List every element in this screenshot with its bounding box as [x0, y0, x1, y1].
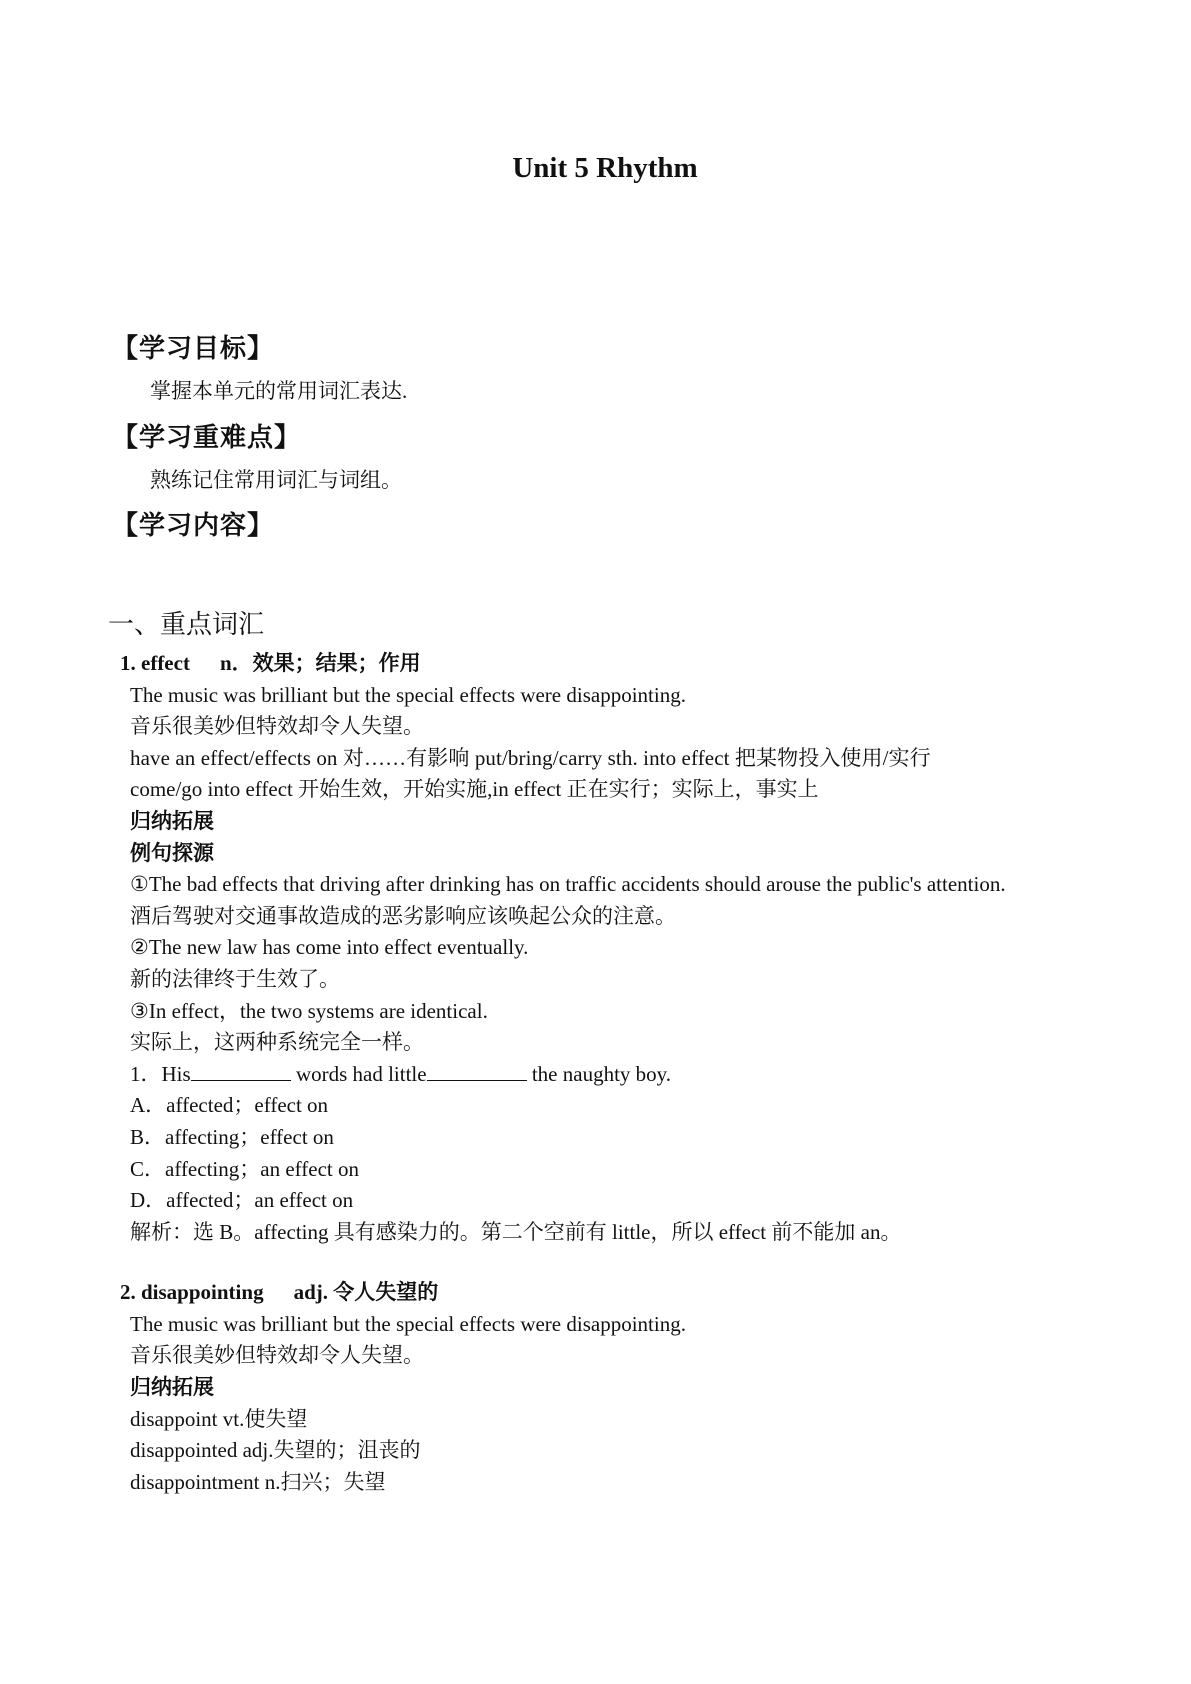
objectives-heading: 【学习目标】 [112, 334, 275, 364]
word2-derivative-3: disappointment n.扫兴；失望 [130, 1469, 386, 1494]
word1-phrases-1: have an effect/effects on 对……有影响 put/bring/carry sth. into effect 把某物投入使用/实行 [130, 745, 931, 770]
word2-summary-label: 归纳拓展 [130, 1375, 214, 1400]
answer-blank-2 [427, 1059, 527, 1081]
word2-headword: 2. disappointing [120, 1280, 264, 1305]
keypoints-text: 熟练记住常用词汇与词组。 [150, 468, 402, 492]
word1-ex2-cn: 新的法律终于生效了。 [130, 966, 340, 991]
word2-example-cn: 音乐很美妙但特效却令人失望。 [130, 1343, 424, 1368]
question-part-3: the naughty boy. [526, 1061, 672, 1086]
objectives-text: 掌握本单元的常用词汇表达. [150, 379, 408, 403]
word1-examples-label: 例句探源 [130, 840, 214, 865]
option-d: D．affected；an effect on [130, 1188, 354, 1213]
word1-summary-label: 归纳拓展 [130, 808, 214, 833]
word1-question [130, 1059, 1085, 1091]
word1-ex1-cn: 酒后驾驶对交通事故造成的恶劣影响应该唤起公众的注意。 [130, 903, 676, 928]
option-a: A．affected；effect on [130, 1093, 329, 1118]
word1-heading [120, 648, 1085, 680]
content-heading: 【学习内容】 [112, 511, 275, 541]
word1-headword: 1. effect [120, 651, 190, 675]
word1-analysis: 解析：选 B。affecting 具有感染力的。第二个空前有 little，所以 effect 前不能加 an。 [130, 1219, 902, 1244]
question-part-1: 1．His [130, 1061, 191, 1086]
option-c: C．affecting；an effect on [130, 1156, 359, 1181]
option-b: B．affecting；effect on [130, 1124, 334, 1149]
word2-derivative-2: disappointed adj.失望的；沮丧的 [130, 1438, 421, 1463]
keypoints-heading: 【学习重难点】 [112, 423, 302, 453]
word2-derivative-1: disappoint vt.使失望 [130, 1406, 308, 1431]
word1-example-cn: 音乐很美妙但特效却令人失望。 [130, 714, 424, 739]
word1-example-en: The music was brilliant but the special effects were disappointing. [130, 682, 686, 707]
word1-pos: n．效果；结果；作用 [219, 651, 421, 675]
word1-ex3-cn: 实际上，这两种系统完全一样。 [130, 1030, 424, 1055]
page-title: Unit 5 Rhythm [512, 152, 698, 184]
question-part-2: words had little [290, 1061, 427, 1086]
answer-blank-1 [191, 1059, 291, 1081]
word1-phrases-2: come/go into effect 开始生效，开始实施,in effect 正在实行；实际上，事实上 [130, 777, 819, 802]
word2-pos: adj. 令人失望的 [293, 1280, 439, 1305]
word1-ex3-en: ③In effect，the two systems are identical. [130, 998, 488, 1023]
vocab-content [120, 648, 1085, 1498]
word1-ex2-en: ②The new law has come into effect eventually. [130, 935, 529, 960]
part1-heading: 一、重点词汇 [108, 610, 265, 640]
word2-example-en: The music was brilliant but the special effects were disappointing. [130, 1311, 686, 1336]
word1-ex1-en: ①The bad effects that driving after drinking has on traffic accidents should arouse the public's attention. [130, 872, 1006, 897]
word2-heading [120, 1277, 1085, 1309]
